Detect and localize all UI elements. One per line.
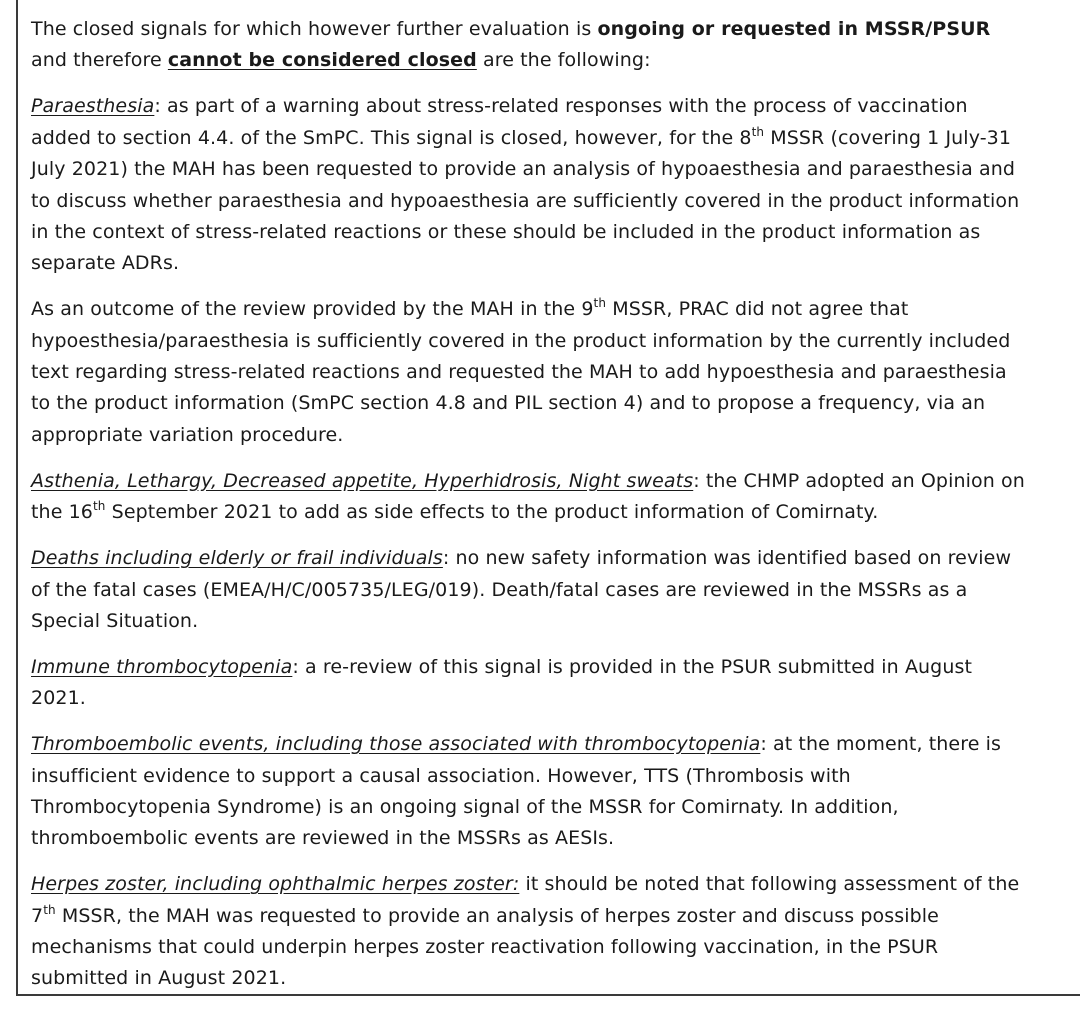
signal-term-itp: Immune thrombocytopenia	[31, 655, 293, 678]
document-body	[31, 14, 1077, 1009]
paraesthesia-paragraph: Paraesthesia: as part of a warning about stress-related responses with the process of vaccination added to section 4.4. of the SmPC. This signal is closed, however, for the 8th MSSR (covering 1 July-31 July 2021) the MAH has been requested to provide an analysis of hypoaesthesia and paraesthesia and to discuss whether paraesthesia and hypoaesthesia are sufficiently covered in the product information in the context of stress-related reactions or these should be included in the product information as separate ADRs.	[31, 95, 1020, 275]
signal-term-thromboembolic: Thromboembolic events, including those associated with thrombocytopenia	[31, 733, 761, 756]
itp-paragraph: Immune thrombocytopenia: a re-review of this signal is provided in the PSUR submitted in August 2021.	[31, 655, 973, 710]
signal-term-deaths: Deaths including elderly or frail individuals	[31, 547, 443, 570]
not-closed-emphasis: cannot be considered closed	[167, 49, 477, 72]
signal-term-asthenia: Asthenia, Lethargy, Decreased appetite, Hyperhidrosis, Night sweats	[31, 469, 694, 492]
asthenia-paragraph: Asthenia, Lethargy, Decreased appetite, Hyperhidrosis, Night sweats: the CHMP adopted an Opinion on the 16th September 2021 to add as side effects to the product information of Comirnaty.	[31, 469, 1025, 524]
signal-term-paraesthesia: Paraesthesia	[31, 95, 155, 118]
thromboembolic-paragraph: Thromboembolic events, including those associated with thrombocytopenia: at the moment, there is insufficient evidence to support a causal association. However, TTS (Thrombosis with Thrombocytopenia Syndrome) is an ongoing signal of the MSSR for Comirnaty. In addition, thromboembolic events are reviewed in the MSSRs as AESIs.	[31, 733, 1002, 850]
signal-term-herpes: Herpes zoster, including ophthalmic herpes zoster:	[31, 873, 520, 896]
outcome-paragraph: As an outcome of the review provided by the MAH in the 9th MSSR, PRAC did not agree that hypoesthesia/paraesthesia is sufficiently covered in the product information by the currently included text regarding stress-related reactions and requested the MAH to add hypoesthesia and paraesthesia to the product information (SmPC section 4.8 and PIL section 4) and to propose a frequency, via an appropriate variation procedure.	[31, 296, 1011, 446]
herpes-paragraph: Herpes zoster, including ophthalmic herpes zoster: it should be noted that following assessment of the 7th MSSR, the MAH was requested to provide an analysis of herpes zoster and discuss possible mechanisms that could underpin herpes zoster reactivation following vaccination, in the PSUR submitted in August 2021.	[31, 873, 1020, 990]
ongoing-emphasis: ongoing or requested in MSSR/PSUR	[597, 18, 991, 40]
deaths-paragraph: Deaths including elderly or frail individuals: no new safety information was identified based on review of the fatal cases (EMEA/H/C/005735/LEG/019). Death/fatal cases are reviewed in the MSSRs as a Special Situation.	[31, 547, 1012, 632]
intro-paragraph: The closed signals for which however further evaluation is ongoing or requested in MSSR/PSUR and therefore cannot be considered closed are the following:	[31, 18, 991, 72]
